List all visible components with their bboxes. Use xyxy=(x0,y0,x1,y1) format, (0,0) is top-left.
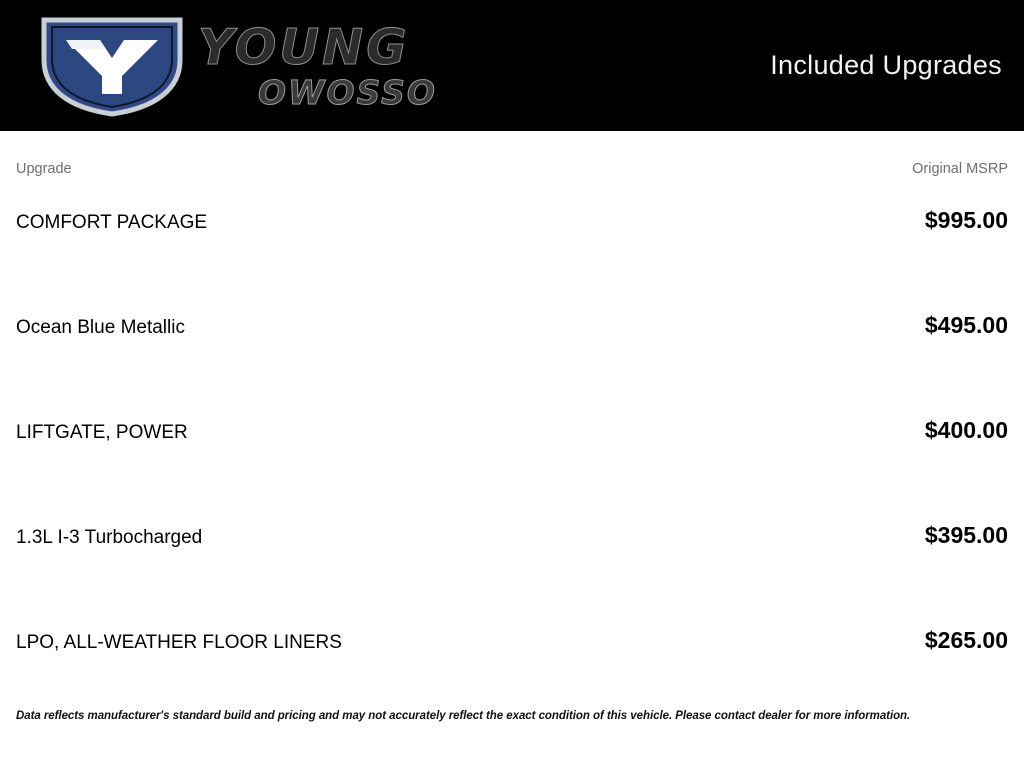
table-row xyxy=(16,597,1008,702)
page-title: Included Upgrades xyxy=(770,50,1002,80)
upgrade-price: $995.00 xyxy=(924,207,1008,233)
table-row xyxy=(16,387,1008,492)
upgrade-price: $495.00 xyxy=(924,312,1008,338)
table-row xyxy=(16,282,1008,387)
table-row xyxy=(16,492,1008,597)
upgrade-name: Ocean Blue Metallic xyxy=(16,317,185,338)
upgrade-name: LPO, ALL-WEATHER FLOOR LINERS xyxy=(16,632,342,653)
dealer-wordmark xyxy=(198,18,437,112)
upgrades-table xyxy=(0,131,1024,702)
disclaimer-text: Data reflects manufacturer's standard build and pricing and may not accurately reflect the exact condition of this vehicle. Please contact dealer for more information. xyxy=(16,710,911,722)
upgrade-name: LIFTGATE, POWER xyxy=(16,422,188,443)
dealer-name-secondary: OWOSSO xyxy=(258,72,437,112)
upgrade-name: 1.3L I-3 Turbocharged xyxy=(16,527,203,548)
upgrade-price: $395.00 xyxy=(924,522,1008,548)
dealer-brand xyxy=(36,14,437,118)
column-header-upgrade: Upgrade xyxy=(16,161,72,177)
page-header xyxy=(0,0,1024,131)
upgrade-price: $400.00 xyxy=(924,417,1008,443)
table-row xyxy=(16,177,1008,282)
table-header-row xyxy=(16,131,1008,177)
dealer-name-primary: YOUNG xyxy=(198,18,410,76)
upgrade-name: COMFORT PACKAGE xyxy=(16,212,208,233)
shield-chevron-logo-icon xyxy=(36,14,188,118)
upgrade-price: $265.00 xyxy=(924,627,1008,653)
column-header-msrp: Original MSRP xyxy=(912,161,1008,177)
